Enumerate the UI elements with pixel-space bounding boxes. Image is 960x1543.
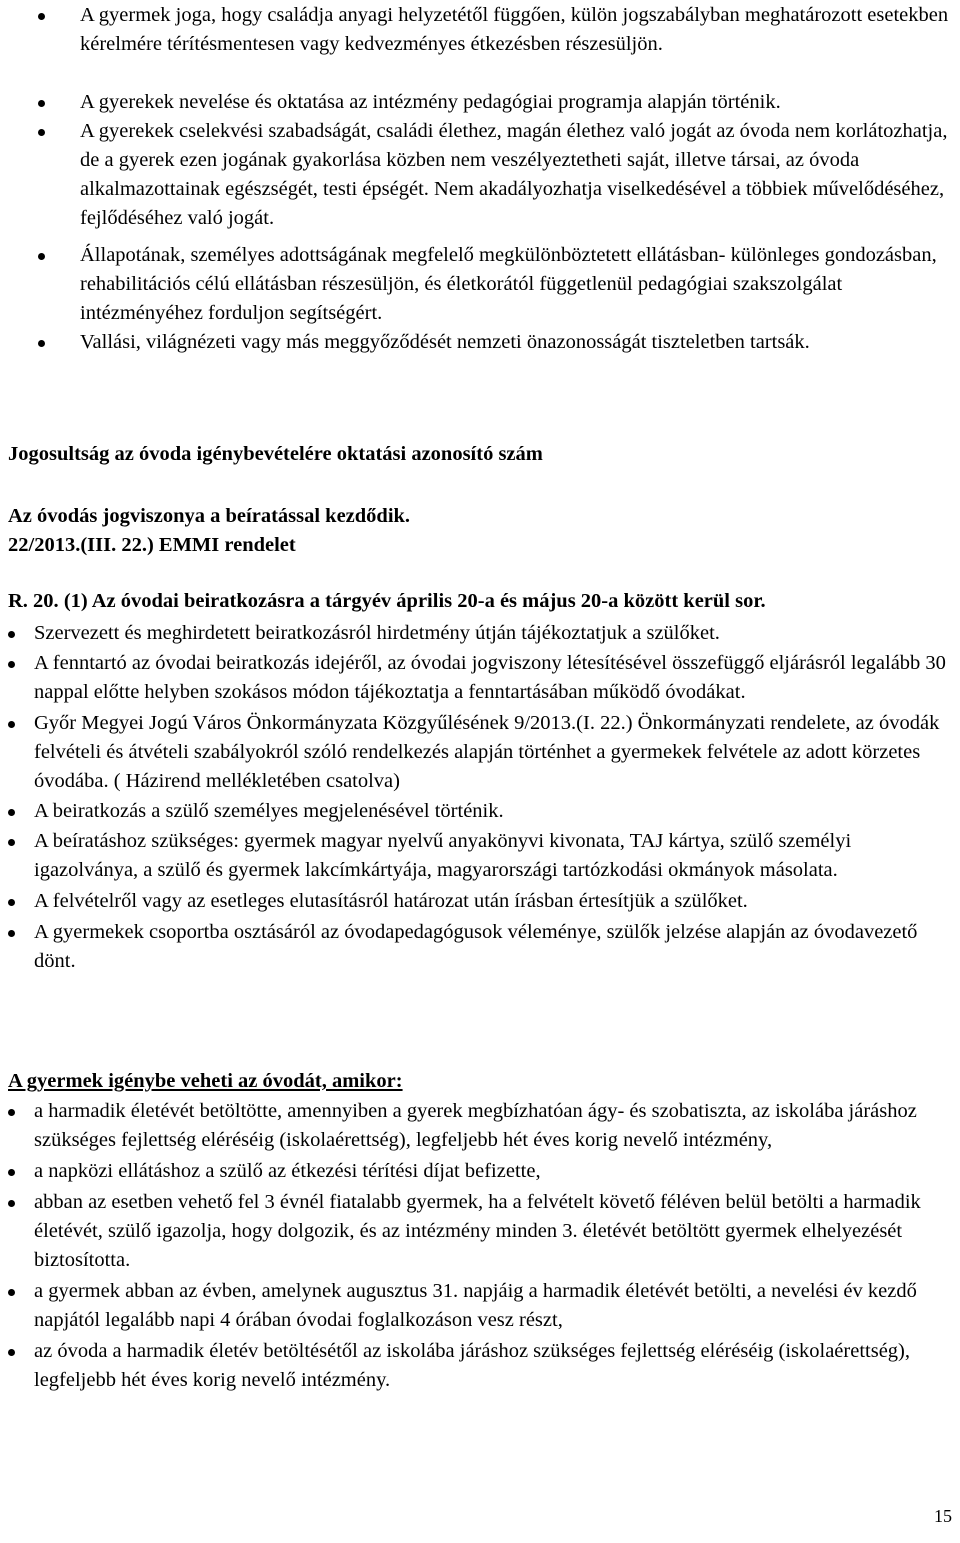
list-item: Szervezett és meghirdetett beiratkozásról hirdetmény útján tájékoztatjuk a szülőket. xyxy=(0,619,960,648)
list-item: A gyerekek nevelése és oktatása az intézmény pedagógiai programja alapján történik. xyxy=(0,88,960,117)
list-item: a harmadik életévét betöltötte, amennyiben a gyerek megbízhatóan ágy- és szobatiszta, az iskolába járáshoz szükséges fejlettség eléréséig (iskolaérettség), legfeljebb hét éves korig nevelő intézmény, xyxy=(0,1097,960,1155)
list-item: abban az esetben vehető fel 3 évnél fiatalabb gyermek, ha a felvételt követő féléven belül betölti a harmadik életévét, szülő igazolja, hogy dolgozik, és az intézmény minden 3. életévét betöltött gyermek elhelyezését biztosította. xyxy=(0,1188,960,1275)
heading-jogosultsag: Jogosultság az óvoda igénybevételére oktatási azonosító szám xyxy=(8,443,543,465)
list-item: a napközi ellátáshoz a szülő az étkezési térítési díjat befizette, xyxy=(0,1157,960,1186)
page-number: 15 xyxy=(934,1506,952,1526)
list-item: A fenntartó az óvodai beiratkozás idejéről, az óvodai jogviszony létesítésével összefüggő eljárásról legalább 30 nappal előtte helyben szokásos módon tájékoztatja a fenntartásában működő óvodákat. xyxy=(0,649,960,707)
enrollment-list-block xyxy=(0,619,960,976)
list-item: A gyermek joga, hogy családja anyagi helyzetétől függően, külön jogszabályban meghatározott esetekben kérelmére térítésmentesen vagy kedvezményes étkezésben részesüljön. xyxy=(0,1,960,59)
list-item: Győr Megyei Jogú Város Önkormányzata Közgyűlésének 9/2013.(I. 22.) Önkormányzati rendelete, az óvodák felvételi és átvételi szabályokról szóló rendelkezés alapján történhet a gyermekek felvétele az adott körzetes óvodába. ( Házirend mellékletében csatolva) xyxy=(0,709,960,796)
list-item: az óvoda a harmadik életév betöltésétől az iskolába járáshoz szükséges fejlettség eléréséig (iskolaérettség), legfeljebb hét éves korig nevelő intézmény. xyxy=(0,1337,960,1395)
heading-igenybe: A gyermek igénybe veheti az óvodát, amikor: xyxy=(8,1070,403,1092)
heading-rendelet: 22/2013.(III. 22.) EMMI rendelet xyxy=(8,534,296,556)
list-item: A gyerekek cselekvési szabadságát, családi élethez, magán élethez való jogát az óvoda nem korlátozhatja, de a gyerek ezen jogának gyakorlása közben nem veszélyeztetheti saját, illetve társai, az óvoda alkalmazottainak egészségét, testi épségét. Nem akadályozhatja viselkedésével a többiek művelődéséhez, fejlődéséhez való jogát. xyxy=(0,117,960,233)
list-item: A gyermekek csoportba osztásáról az óvodapedagógusok véleménye, szülők jelzése alapján az óvodavezető dönt. xyxy=(0,918,960,976)
eligibility-list-block xyxy=(0,1097,960,1395)
list-item: A beíratáshoz szükséges: gyermek magyar nyelvű anyakönyvi kivonata, TAJ kártya, szülő személyi igazolványa, a szülő és gyermek lakcímkártyája, magyarországi tartózkodási okmányok másolata. xyxy=(0,827,960,885)
eligibility-list xyxy=(0,1097,960,1395)
list-item: Állapotának, személyes adottságának megfelelő megkülönböztetett ellátásban- különleges gondozásban, rehabilitációs célú ellátásban részesüljön, és életkorától függetlenül pedagógiai szakszolgálat intézményéhez forduljon segítségért. xyxy=(0,241,960,328)
r20-prefix: R. 20. xyxy=(8,590,59,612)
rights-list xyxy=(0,1,960,357)
heading-r20 xyxy=(8,587,766,616)
list-item: Vallási, világnézeti vagy más meggyőződését nemzeti önazonosságát tiszteletben tartsák. xyxy=(0,328,960,357)
heading-jogviszony: Az óvodás jogviszonya a beíratással kezdődik. xyxy=(8,505,411,527)
list-item: A beiratkozás a szülő személyes megjelenésével történik. xyxy=(0,797,960,826)
r20-text: (1) Az óvodai beiratkozásra a tárgyév április 20-a és május 20-a között kerül sor. xyxy=(63,590,766,612)
rights-list-block xyxy=(0,1,960,357)
list-item: A felvételről vagy az esetleges elutasításról határozat után írásban értesítjük a szülőket. xyxy=(0,887,960,916)
list-item: a gyermek abban az évben, amelynek augusztus 31. napjáig a harmadik életévét betölti, a nevelési év kezdő napjától legalább napi 4 órában óvodai foglalkozáson vesz részt, xyxy=(0,1277,960,1335)
enrollment-list xyxy=(0,619,960,976)
